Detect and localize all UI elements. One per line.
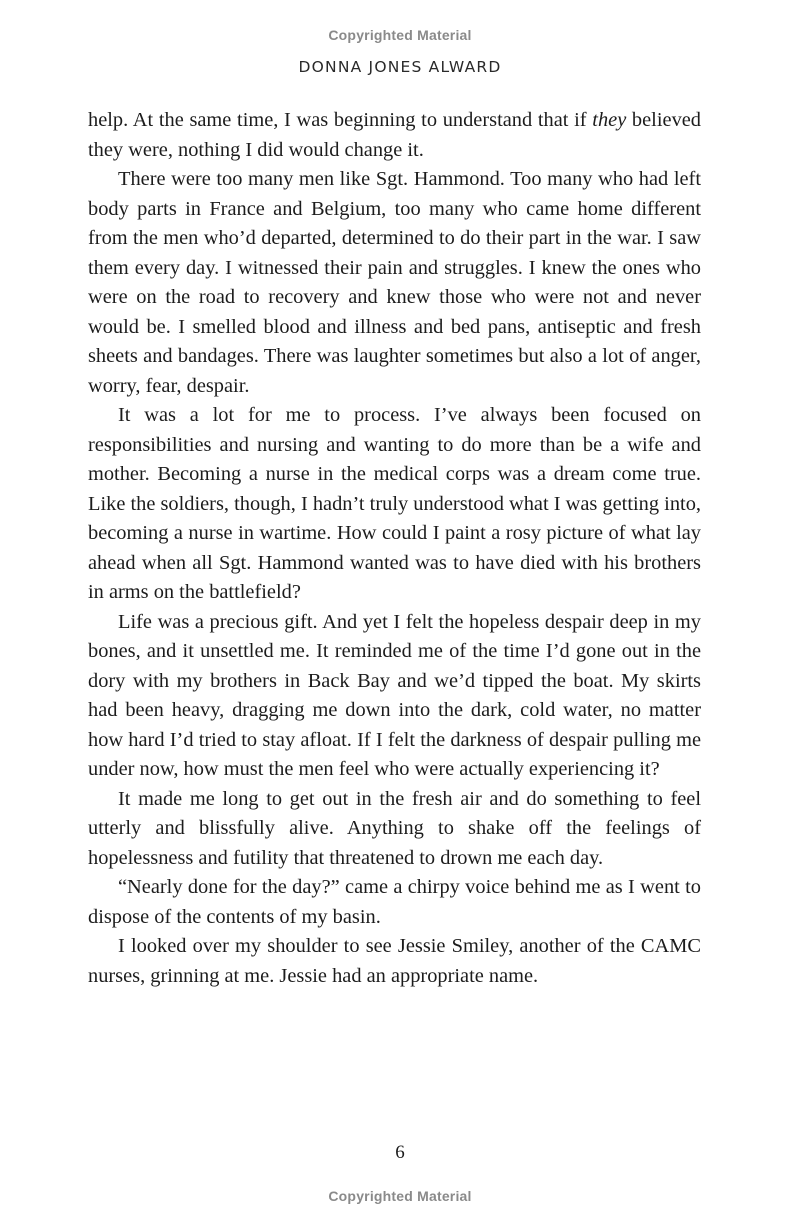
paragraph-1-before: help. At the same time, I was beginning to understand that if: [88, 109, 593, 131]
body-text: [88, 106, 701, 991]
paragraph-3: It was a lot for me to process. I’ve always been focused on responsibilities and nursing and wanting to do more than be a wife and mother. Becoming a nurse in the medical corps was a dream come true. Like the soldiers, though, I hadn’t truly understood what I was getting into, becoming a nurse in wartime. How could I paint a rosy picture of what lay ahead when all Sgt. Hammond wanted was to have died with his brothers in arms on the battlefield?: [88, 404, 701, 603]
paragraph-7: I looked over my shoulder to see Jessie Smiley, another of the CAMC nurses, grinning at me. Jessie had an appropriate name.: [88, 935, 701, 987]
paragraph-1-after: believed they were, nothing I did would change it.: [88, 109, 702, 161]
running-head-author: DONNA JONES ALWARD: [298, 58, 502, 76]
paragraph-6: “Nearly done for the day?” came a chirpy voice behind me as I went to dispose of the contents of my basin.: [88, 876, 701, 928]
paragraph-1-emphasis: they: [592, 109, 627, 131]
paragraph-5: It made me long to get out in the fresh air and do something to feel utterly and blissfully alive. Anything to shake off the feelings of hopelessness and futility that threatened to drown me each day.: [88, 787, 701, 869]
copyright-watermark-top: Copyrighted Material: [328, 27, 472, 43]
paragraph-2: There were too many men like Sgt. Hammond. Too many who had left body parts in France and Belgium, too many who came home different from the men who’d departed, determined to do their part in the war. I saw them every day. I witnessed their pain and struggles. I knew the ones who were on the road to recovery and knew those who were not and never would be. I smelled blood and illness and bed pans, antiseptic and fresh sheets and bandages. There was laughter sometimes but also a lot of anger, worry, fear, despair.: [88, 168, 701, 397]
paragraph-1: [88, 106, 701, 165]
copyright-watermark-bottom: Copyrighted Material: [328, 1188, 472, 1204]
paragraph-4: Life was a precious gift. And yet I felt the hopeless despair deep in my bones, and it unsettled me. It reminded me of the time I’d gone out in the dory with my brothers in Back Bay and we’d tipped the boat. My skirts had been heavy, dragging me down into the dark, cold water, no matter how hard I’d tried to stay afloat. If I felt the darkness of despair pulling me under now, how must the men feel who were actually experiencing it?: [88, 610, 701, 780]
page-number: 6: [395, 1142, 405, 1163]
